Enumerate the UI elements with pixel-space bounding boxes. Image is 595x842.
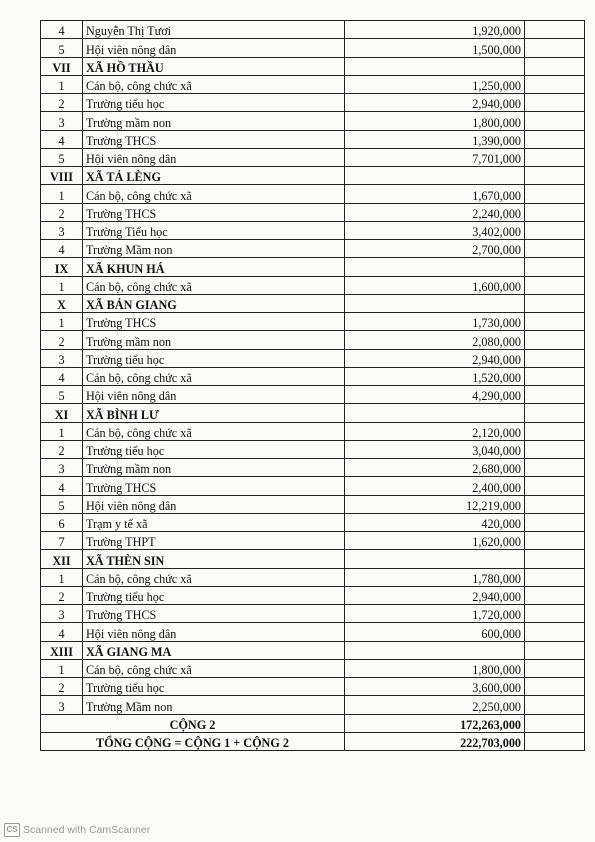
row-number: 7 (41, 532, 83, 550)
section-row (41, 550, 585, 568)
amount-cell: 1,390,000 (345, 130, 525, 148)
table-row (41, 678, 585, 696)
grand-total-row (41, 732, 585, 750)
subtotal-row (41, 714, 585, 732)
section-title: XÃ GIANG MA (83, 641, 345, 659)
note-cell (525, 732, 585, 750)
table-row (41, 130, 585, 148)
row-number: 1 (41, 276, 83, 294)
table-row (41, 75, 585, 93)
row-number: 2 (41, 586, 83, 604)
total-label: CỘNG 2 (41, 714, 345, 732)
table-row (41, 422, 585, 440)
note-cell (525, 641, 585, 659)
recipient-name: Trạm y tế xã (83, 513, 345, 531)
note-cell (525, 532, 585, 550)
row-number: 1 (41, 568, 83, 586)
row-number: 4 (41, 240, 83, 258)
table-row (41, 276, 585, 294)
recipient-name: Cán bộ, công chức xã (83, 185, 345, 203)
amount-cell: 420,000 (345, 513, 525, 531)
table-row (41, 623, 585, 641)
amount-cell: 1,920,000 (345, 21, 525, 39)
amount-cell: 2,680,000 (345, 459, 525, 477)
recipient-name: Cán bộ, công chức xã (83, 422, 345, 440)
recipient-name: Trường THCS (83, 477, 345, 495)
recipient-name: Trường tiểu học (83, 349, 345, 367)
recipient-name: Trường tiểu học (83, 586, 345, 604)
watermark-text: Scanned with CamScanner (23, 824, 151, 836)
note-cell (525, 568, 585, 586)
row-number: XII (41, 550, 83, 568)
amount-cell: 4,290,000 (345, 386, 525, 404)
note-cell (525, 696, 585, 714)
row-number: 1 (41, 422, 83, 440)
recipient-name: Hội viên nông dân (83, 386, 345, 404)
row-number: XIII (41, 641, 83, 659)
note-cell (525, 313, 585, 331)
section-row (41, 641, 585, 659)
recipient-name: Trường THPT (83, 532, 345, 550)
amount-cell (345, 258, 525, 276)
row-number: 5 (41, 39, 83, 57)
table-row (41, 94, 585, 112)
recipient-name: Trường mầm non (83, 112, 345, 130)
row-number: X (41, 294, 83, 312)
amount-cell: 1,720,000 (345, 605, 525, 623)
recipient-name: Hội viên nông dân (83, 39, 345, 57)
row-number: 3 (41, 221, 83, 239)
amount-cell (345, 294, 525, 312)
recipient-name: Nguyễn Thị Tươi (83, 21, 345, 39)
row-number: 6 (41, 513, 83, 531)
table-row (41, 112, 585, 130)
row-number: 4 (41, 477, 83, 495)
recipient-name: Trường Tiểu học (83, 221, 345, 239)
amount-cell: 3,600,000 (345, 678, 525, 696)
recipient-name: Trường THCS (83, 605, 345, 623)
note-cell (525, 75, 585, 93)
amount-cell: 1,800,000 (345, 112, 525, 130)
table-row (41, 39, 585, 57)
note-cell (525, 404, 585, 422)
section-title: XÃ THÈN SIN (83, 550, 345, 568)
amount-cell: 12,219,000 (345, 495, 525, 513)
amount-cell: 3,402,000 (345, 221, 525, 239)
note-cell (525, 21, 585, 39)
amount-cell: 2,250,000 (345, 696, 525, 714)
amount-cell: 1,670,000 (345, 185, 525, 203)
note-cell (525, 495, 585, 513)
note-cell (525, 550, 585, 568)
row-number: 5 (41, 148, 83, 166)
amount-cell: 2,700,000 (345, 240, 525, 258)
total-amount: 172,263,000 (345, 714, 525, 732)
table-row (41, 349, 585, 367)
row-number: 4 (41, 367, 83, 385)
note-cell (525, 258, 585, 276)
note-cell (525, 422, 585, 440)
allocation-table (40, 20, 585, 751)
row-number: 1 (41, 75, 83, 93)
amount-cell: 1,620,000 (345, 532, 525, 550)
note-cell (525, 440, 585, 458)
section-title: XÃ BÌNH LƯ (83, 404, 345, 422)
note-cell (525, 148, 585, 166)
table-row (41, 331, 585, 349)
table-row (41, 185, 585, 203)
amount-cell: 2,940,000 (345, 94, 525, 112)
note-cell (525, 623, 585, 641)
section-title: XÃ BẢN GIANG (83, 294, 345, 312)
recipient-name: Cán bộ, công chức xã (83, 75, 345, 93)
table-row (41, 148, 585, 166)
recipient-name: Cán bộ, công chức xã (83, 568, 345, 586)
row-number: 2 (41, 94, 83, 112)
recipient-name: Trường THCS (83, 313, 345, 331)
row-number: 5 (41, 495, 83, 513)
table-row (41, 440, 585, 458)
row-number: 1 (41, 659, 83, 677)
recipient-name: Trường THCS (83, 130, 345, 148)
recipient-name: Trường THCS (83, 203, 345, 221)
table-body (41, 21, 585, 751)
section-row (41, 404, 585, 422)
note-cell (525, 714, 585, 732)
amount-cell: 2,400,000 (345, 477, 525, 495)
recipient-name: Cán bộ, công chức xã (83, 367, 345, 385)
note-cell (525, 112, 585, 130)
amount-cell (345, 550, 525, 568)
table-row (41, 495, 585, 513)
section-row (41, 167, 585, 185)
note-cell (525, 349, 585, 367)
table-row (41, 386, 585, 404)
recipient-name: Cán bộ, công chức xã (83, 276, 345, 294)
section-title: XÃ TẢ LÈNG (83, 167, 345, 185)
row-number: 2 (41, 678, 83, 696)
row-number: 2 (41, 331, 83, 349)
amount-cell (345, 404, 525, 422)
note-cell (525, 185, 585, 203)
table-row (41, 605, 585, 623)
amount-cell: 600,000 (345, 623, 525, 641)
recipient-name: Hội viên nông dân (83, 495, 345, 513)
amount-cell: 1,500,000 (345, 39, 525, 57)
camscanner-logo-icon: CS (4, 823, 20, 837)
total-label: TỔNG CỘNG = CỘNG 1 + CỘNG 2 (41, 732, 345, 750)
row-number: 2 (41, 203, 83, 221)
note-cell (525, 367, 585, 385)
amount-cell: 2,080,000 (345, 331, 525, 349)
note-cell (525, 94, 585, 112)
row-number: XI (41, 404, 83, 422)
note-cell (525, 203, 585, 221)
section-title: XÃ KHUN HÁ (83, 258, 345, 276)
amount-cell: 1,800,000 (345, 659, 525, 677)
row-number: 4 (41, 623, 83, 641)
amount-cell (345, 641, 525, 659)
row-number: 3 (41, 696, 83, 714)
table-row (41, 21, 585, 39)
table-row (41, 532, 585, 550)
table-row (41, 240, 585, 258)
recipient-name: Hội viên nông dân (83, 623, 345, 641)
table-row (41, 367, 585, 385)
amount-cell: 1,250,000 (345, 75, 525, 93)
table-row (41, 513, 585, 531)
amount-cell: 2,240,000 (345, 203, 525, 221)
row-number: 3 (41, 459, 83, 477)
note-cell (525, 294, 585, 312)
row-number: 3 (41, 112, 83, 130)
note-cell (525, 586, 585, 604)
note-cell (525, 386, 585, 404)
section-row (41, 57, 585, 75)
section-title: XÃ HỒ THẦU (83, 57, 345, 75)
recipient-name: Trường Mầm non (83, 240, 345, 258)
row-number: 1 (41, 313, 83, 331)
amount-cell: 2,940,000 (345, 349, 525, 367)
row-number: 5 (41, 386, 83, 404)
note-cell (525, 659, 585, 677)
recipient-name: Trường tiểu học (83, 678, 345, 696)
recipient-name: Trường tiểu học (83, 94, 345, 112)
table-row (41, 221, 585, 239)
amount-cell (345, 167, 525, 185)
recipient-name: Trường mầm non (83, 331, 345, 349)
amount-cell: 1,600,000 (345, 276, 525, 294)
note-cell (525, 221, 585, 239)
row-number: VII (41, 57, 83, 75)
table-row (41, 659, 585, 677)
note-cell (525, 513, 585, 531)
note-cell (525, 240, 585, 258)
amount-cell: 3,040,000 (345, 440, 525, 458)
row-number: 4 (41, 130, 83, 148)
note-cell (525, 57, 585, 75)
note-cell (525, 605, 585, 623)
amount-cell (345, 57, 525, 75)
table-row (41, 203, 585, 221)
table-row (41, 313, 585, 331)
note-cell (525, 331, 585, 349)
table-row (41, 477, 585, 495)
row-number: VIII (41, 167, 83, 185)
total-amount: 222,703,000 (345, 732, 525, 750)
note-cell (525, 477, 585, 495)
amount-cell: 2,940,000 (345, 586, 525, 604)
note-cell (525, 130, 585, 148)
note-cell (525, 276, 585, 294)
section-row (41, 258, 585, 276)
recipient-name: Hội viên nông dân (83, 148, 345, 166)
row-number: 3 (41, 605, 83, 623)
note-cell (525, 459, 585, 477)
note-cell (525, 678, 585, 696)
amount-cell: 1,780,000 (345, 568, 525, 586)
row-number: 1 (41, 185, 83, 203)
row-number: IX (41, 258, 83, 276)
amount-cell: 2,120,000 (345, 422, 525, 440)
table-row (41, 459, 585, 477)
recipient-name: Trường tiểu học (83, 440, 345, 458)
recipient-name: Trường Mầm non (83, 696, 345, 714)
section-row (41, 294, 585, 312)
row-number: 3 (41, 349, 83, 367)
amount-cell: 1,730,000 (345, 313, 525, 331)
note-cell (525, 39, 585, 57)
table-row (41, 568, 585, 586)
row-number: 4 (41, 21, 83, 39)
scanner-watermark (4, 823, 150, 837)
amount-cell: 7,701,000 (345, 148, 525, 166)
table-row (41, 696, 585, 714)
recipient-name: Trường mầm non (83, 459, 345, 477)
recipient-name: Cán bộ, công chức xã (83, 659, 345, 677)
row-number: 2 (41, 440, 83, 458)
amount-cell: 1,520,000 (345, 367, 525, 385)
note-cell (525, 167, 585, 185)
table-row (41, 586, 585, 604)
